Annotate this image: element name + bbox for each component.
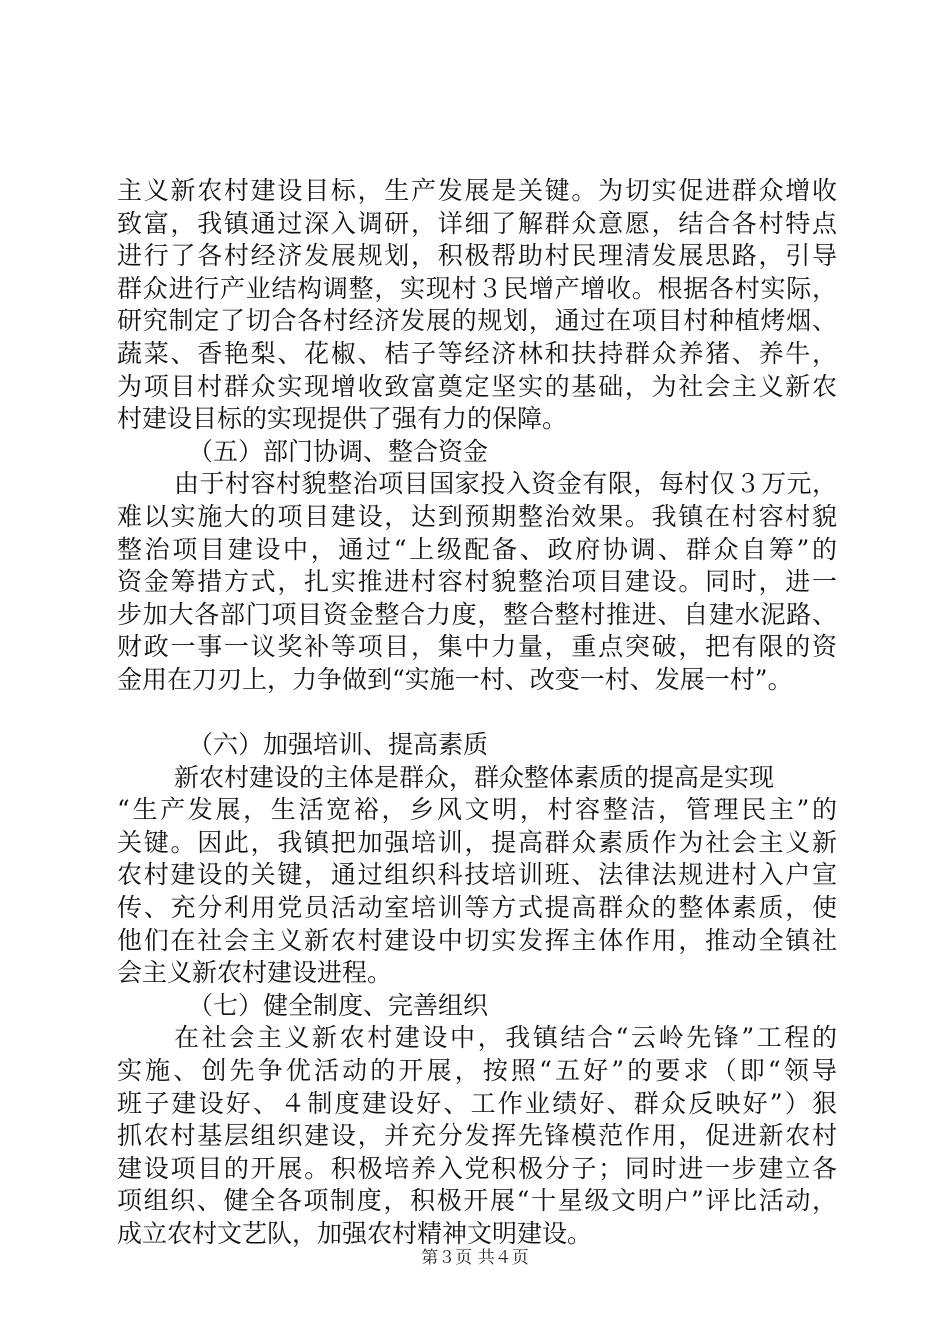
paragraph-line: 整治项目建设中，通过“上级配备、政府协调、群众自筹”的 xyxy=(117,534,837,564)
paragraph-line: 财政一事一议奖补等项目，集中力量，重点突破，把有限的资 xyxy=(117,632,837,662)
paragraph-line: 在社会主义新农村建设中，我镇结合“云岭先锋”工程的 xyxy=(174,1023,837,1053)
paragraph-line: 抓农村基层组织建设，并充分发挥先锋模范作用，促进新农村 xyxy=(117,1121,837,1151)
paragraph-gap xyxy=(117,697,837,730)
paragraph-line: 成立农村文艺队，加强农村精神文明建设。 xyxy=(117,1219,593,1248)
paragraph-line: 金用在刀刃上，力争做到“实施一村、改变一村、发展一村”。 xyxy=(117,664,793,694)
section-heading: （七）健全制度、完善组织 xyxy=(188,990,489,1020)
paragraph-line: 建设项目的开展。积极培养入党积极分子；同时进一步建立各 xyxy=(117,1153,837,1183)
paragraph-line: 班子建设好、４制度建设好、工作业绩好、群众反映好”）狠 xyxy=(117,1088,837,1118)
paragraph-line: 实施、创先争优活动的开展，按照“五好”的要求（即“领导 xyxy=(117,1056,837,1086)
paragraph-line: 主义新农村建设目标，生产发展是关键。为切实促进群众增收 xyxy=(117,176,837,205)
paragraph-line: 步加大各部门项目资金整合力度，整合整村推进、自建水泥路、 xyxy=(117,599,837,629)
paragraph-line: 为项目村群众实现增收致富奠定坚实的基础，为社会主义新农 xyxy=(117,371,837,401)
paragraph-line: 农村建设的关键，通过组织科技培训班、法律法规进村入户宣 xyxy=(117,860,837,890)
paragraph-line: 他们在社会主义新农村建设中切实发挥主体作用，推动全镇社 xyxy=(117,925,837,955)
paragraph-line: “生产发展，生活宽裕，乡风文明，村容整洁，管理民主”的 xyxy=(117,795,837,825)
paragraph-line: 难以实施大的项目建设，达到预期整治效果。我镇在村容村貌 xyxy=(117,501,837,531)
paragraph-line: 致富，我镇通过深入调研，详细了解群众意愿，结合各村特点 xyxy=(117,208,837,238)
section-heading: （五）部门协调、整合资金 xyxy=(188,436,489,466)
paragraph-line: 传、充分利用党员活动室培训等方式提高群众的整体素质，使 xyxy=(117,893,837,923)
paragraph-line: 研究制定了切合各村经济发展的规划，通过在项目村种植烤烟、 xyxy=(117,306,837,336)
document-body xyxy=(117,175,837,1251)
paragraph-line: 群众进行产业结构调整，实现村３民增产增收。根据各村实际， xyxy=(117,273,837,303)
page-number-footer: 第３页 共４页 xyxy=(421,1248,529,1268)
paragraph-line: 项组织、健全各项制度，积极开展“十星级文明户”评比活动， xyxy=(117,1186,837,1216)
paragraph-line: 新农村建设的主体是群众，群众整体素质的提高是实现 xyxy=(174,762,775,792)
paragraph-line: 村建设目标的实现提供了强有力的保障。 xyxy=(117,404,568,434)
paragraph-line: 进行了各村经济发展规划，积极帮助村民理清发展思路，引导 xyxy=(117,241,837,271)
paragraph-line: 资金筹措方式，扎实推进村容村貌整治项目建设。同时，进一 xyxy=(117,567,837,597)
paragraph-line: 关键。因此，我镇把加强培训，提高群众素质作为社会主义新 xyxy=(117,827,837,857)
paragraph-line: 蔬菜、香艳梨、花椒、桔子等经济林和扶持群众养猪、养牛， xyxy=(117,338,837,368)
section-heading: （六）加强培训、提高素质 xyxy=(188,730,489,760)
paragraph-line: 由于村容村貌整治项目国家投入资金有限，每村仅３万元， xyxy=(174,469,837,499)
paragraph-line: 会主义新农村建设进程。 xyxy=(117,958,393,988)
